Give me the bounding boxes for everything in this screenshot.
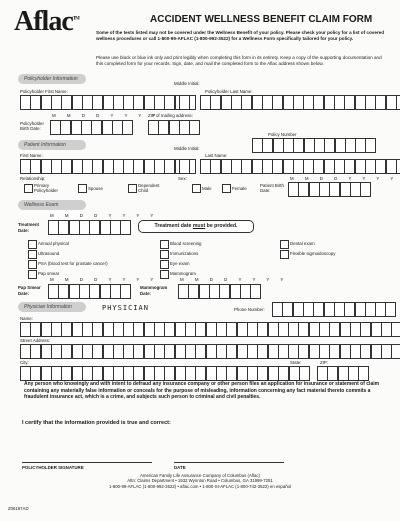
dependent-label: Dependent Child (138, 183, 160, 193)
zip-boxes[interactable] (317, 366, 369, 381)
dental-exam-checkbox[interactable] (280, 240, 289, 249)
exam-label: Mammogram (170, 271, 196, 276)
mammo-date-boxes[interactable] (178, 284, 261, 299)
date-line[interactable] (174, 462, 284, 463)
char-box[interactable] (299, 366, 310, 381)
char-box[interactable] (360, 182, 371, 197)
pt-first-name-boxes[interactable] (20, 159, 195, 174)
exam-label: Eye exam (170, 261, 190, 266)
exam-label: Flexible sigmoidoscopy (290, 251, 336, 256)
pt-first-name-label: First Name: (20, 153, 43, 158)
pt-last-name-label: Last Name: (205, 153, 228, 158)
pap-date-letters: M M D D Y Y Y Y (50, 277, 159, 282)
spouse-checkbox[interactable] (78, 184, 87, 193)
section-policyholder: Policyholder Information (18, 74, 86, 84)
ph-last-name-boxes[interactable] (200, 95, 400, 110)
aflac-logo: Aflac™ (14, 6, 79, 37)
treatment-date-letters: M M D D Y Y Y Y (50, 213, 159, 218)
char-box[interactable] (385, 302, 396, 317)
ph-last-name-label: Policyholder Last Name: (205, 89, 253, 94)
ultrasound-checkbox[interactable] (28, 250, 37, 259)
zip-label: ZIP: (320, 360, 329, 365)
char-box[interactable] (365, 138, 376, 153)
city-label: City: (20, 360, 29, 365)
street-boxes[interactable] (20, 344, 400, 359)
female-label: Female (232, 186, 247, 191)
dependent-checkbox[interactable] (128, 184, 137, 193)
exam-label: Dental exam (290, 241, 315, 246)
section-patient: Patient Information (18, 140, 86, 150)
char-box[interactable] (179, 159, 190, 174)
phone-label: Phone Number: (234, 307, 265, 312)
mammogram-checkbox[interactable] (160, 270, 169, 279)
signature-line[interactable] (22, 462, 152, 463)
date-label: DATE (174, 465, 186, 470)
char-box[interactable] (391, 322, 400, 337)
pt-middle-initial-box[interactable] (179, 159, 189, 174)
sex-label: Sex: (178, 176, 187, 181)
physician-name-label: Name: (20, 316, 33, 321)
exam-label: Immunizations (170, 251, 199, 256)
exam-label: Blood screening (170, 241, 202, 246)
ph-first-name-boxes[interactable] (20, 95, 195, 110)
fraud-warning: Any person who knowingly and with intent to defraud any insurance company or other person files an application for insurance or statement of claim containing any materially false information or conceals for the purpose of misleading, information concerning any fact material thereto commits a fraudulent insurance act, which is a crime, and subjects such person to criminal and civil penalties. (24, 381, 380, 400)
section-physician: Physician Information (18, 302, 86, 312)
exam-label: Ultrasound (38, 251, 60, 256)
blood-screening-checkbox[interactable] (160, 240, 169, 249)
pt-last-name-boxes[interactable] (200, 159, 400, 174)
ph-date-letters: M M D D Y Y Y Y (52, 113, 161, 118)
signature-label: POLICYHOLDER SIGNATURE (22, 465, 84, 470)
handwritten-physician: PHYSICIAN (102, 304, 149, 312)
eye-exam-checkbox[interactable] (160, 260, 169, 269)
mammo-date-letters: M M D D Y Y Y Y (180, 277, 289, 282)
ph-first-name-label: Policyholder First Name: (20, 89, 68, 94)
char-box[interactable] (122, 120, 133, 135)
middle-label: Middle Initial: (174, 81, 200, 86)
pt-date-letters: M M D D Y Y Y Y (290, 176, 399, 181)
char-box[interactable] (396, 95, 400, 110)
char-box[interactable] (250, 284, 261, 299)
char-box[interactable] (391, 344, 400, 359)
city-boxes[interactable] (20, 366, 309, 381)
mammo-date-label: Mammogram Date: (140, 285, 168, 296)
footer-line: Attn: Claims Department • 1932 Wynnton Road • Columbus, GA 31999-7251 (127, 478, 273, 484)
policy-number-label: Policy Number (268, 132, 297, 137)
footer-address (70, 473, 330, 489)
state-boxes[interactable] (289, 366, 310, 381)
pt-middle-label: Middle Initial: (174, 146, 200, 151)
zip-mailing-label: ZIP of mailing address: (148, 113, 193, 118)
male-checkbox[interactable] (192, 184, 201, 193)
pt-birth-date-label: Patient Birth Date: (260, 183, 284, 193)
primary-checkbox[interactable] (24, 184, 33, 193)
psa-checkbox[interactable] (28, 260, 37, 269)
relationship-label: Relationship: (20, 176, 46, 181)
form-code: Z06197AD (8, 506, 29, 511)
ph-zip-boxes[interactable] (148, 120, 200, 135)
immunizations-checkbox[interactable] (160, 250, 169, 259)
male-label: Male (202, 186, 212, 191)
state-label: State: (290, 360, 302, 365)
phone-boxes[interactable] (272, 302, 396, 317)
pap-date-boxes[interactable] (48, 284, 131, 299)
char-box[interactable] (120, 284, 131, 299)
char-box[interactable] (179, 95, 190, 110)
female-checkbox[interactable] (222, 184, 231, 193)
char-box[interactable] (120, 220, 131, 235)
treatment-date-required-notice: Treatment date must be provided. (138, 220, 254, 233)
exam-label: Annual physical (38, 241, 69, 246)
char-box[interactable] (358, 366, 369, 381)
primary-label: Primary Policyholder (34, 183, 58, 193)
exam-label: PSA (blood test for prostate cancer) (38, 261, 108, 266)
ph-birth-date-label: Policyholder Birth Date: (20, 121, 44, 131)
footer-line: 1-800-99-AFLAC (1-800-992-3522) • aflac.com • 1-800-SI-AFLAC (1-800-742-3522) en español (109, 483, 291, 489)
street-label: Street Address: (20, 338, 51, 343)
form-title: ACCIDENT WELLNESS BENEFIT CLAIM FORM (150, 14, 373, 25)
pt-birth-date-boxes[interactable] (288, 182, 371, 197)
policy-number-boxes[interactable] (252, 138, 376, 153)
certify-text: I certify that the information provided is true and correct: (22, 420, 171, 426)
intro-text: Some of the tests listed may not be covered under the Wellness Benefit of your policy. Please check your policy for a list of covered wellness procedures or call 1-800-99-AFLAC (1-800-992-3522) for a Wellness Form specifically tailored for your policy. (96, 30, 385, 41)
annual-physical-checkbox[interactable] (28, 240, 37, 249)
pap-smear-checkbox[interactable] (28, 270, 37, 279)
ph-middle-initial-box[interactable] (179, 95, 189, 110)
char-box[interactable] (189, 120, 200, 135)
spouse-label: Spouse (88, 186, 103, 191)
sigmoidoscopy-checkbox[interactable] (280, 250, 289, 259)
treatment-date-boxes[interactable] (48, 220, 131, 235)
instructions-text: Please use black or blue ink only and print legibly when completing this form in its entirety. Keep a copy of the supporting documentation and this completed form for your records. Sign, date, and mail the completed form to the Aflac address shown below. (96, 55, 382, 66)
physician-name-boxes[interactable] (20, 322, 400, 337)
footer-line: American Family Life Assurance Company of Columbus (Aflac) (140, 473, 260, 478)
char-box[interactable] (396, 159, 400, 174)
section-wellness: Wellness Exam (18, 200, 86, 210)
exam-label: Pap smear (38, 271, 60, 276)
treatment-date-label: Treatment Date: (18, 222, 39, 233)
pap-date-label: Pap Smear Date: (18, 285, 41, 296)
ph-birth-date-boxes[interactable] (50, 120, 133, 135)
